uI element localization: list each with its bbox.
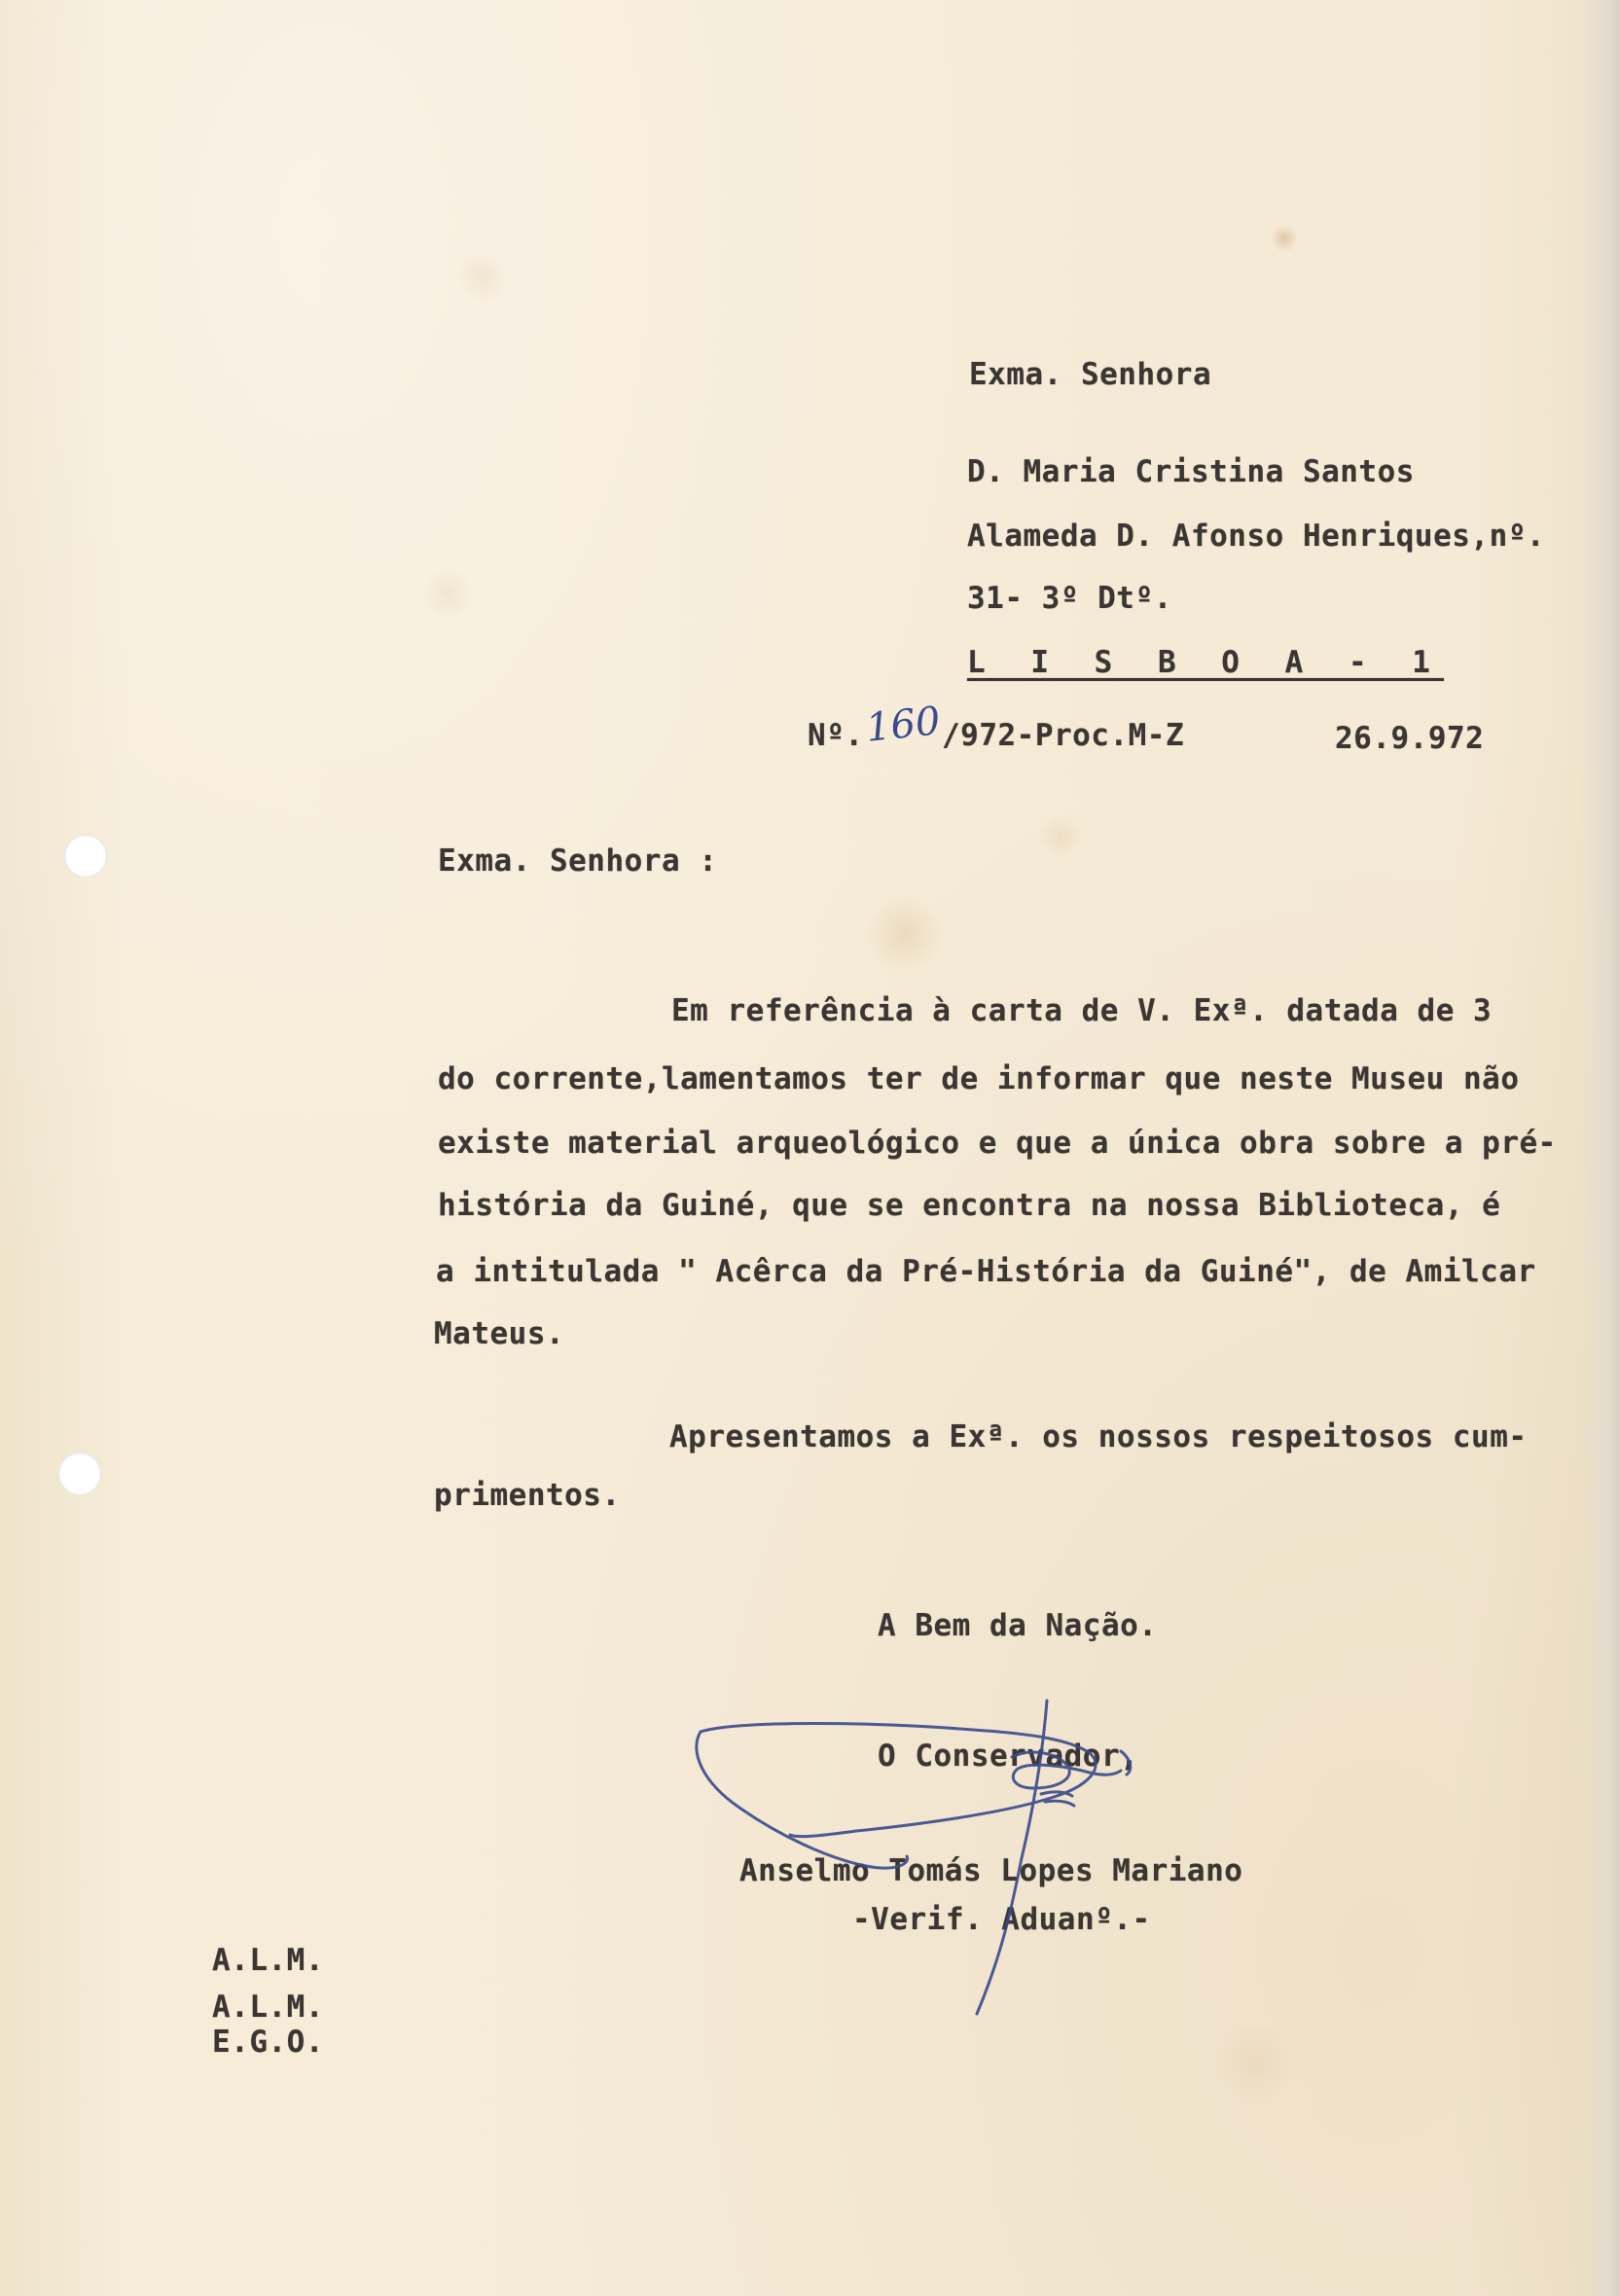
body-line: Em referência à carta de V. Exª. datada de 3 <box>671 993 1493 1028</box>
body-line: a intitulada " Acêrca da Pré-História da Guiné", de Amilcar <box>436 1254 1536 1289</box>
recipient-name: D. Maria Cristina Santos <box>967 454 1415 489</box>
recipient-address-line2: 31- 3º Dtº. <box>967 581 1172 616</box>
closing-title: O Conservador, <box>878 1739 1139 1774</box>
handwritten-signature <box>681 1693 1226 2024</box>
recipient-salutation: Exma. Senhora <box>969 357 1212 392</box>
body-line: Apresentamos a Exª. os nossos respeitosos cum- <box>669 1419 1528 1454</box>
initials-line1: A.L.M. <box>212 1943 324 1978</box>
body-line: do corrente,lamentamos ter de informar que neste Museu não <box>438 1061 1520 1096</box>
recipient-address-line1: Alameda D. Afonso Henriques,nº. <box>967 519 1546 554</box>
recipient-city: L I S B O A - 1 <box>967 645 1444 680</box>
punch-hole-bottom <box>58 1453 101 1495</box>
reference-suffix: /972-Proc.M-Z <box>942 718 1185 753</box>
scan-edge <box>1580 0 1619 2296</box>
greeting: Exma. Senhora : <box>438 843 718 879</box>
body-line: existe material arqueológico e que a única obra sobre a pré- <box>438 1126 1557 1161</box>
reference-prefix: Nº. <box>808 718 864 753</box>
reference-handwritten-number: 160 <box>863 699 943 751</box>
punch-hole-top <box>64 835 107 878</box>
initials-line3: E.G.O. <box>212 2025 324 2060</box>
reference-date: 26.9.972 <box>1335 721 1485 756</box>
signatory-name: Anselmo Tomás Lopes Mariano <box>739 1853 1243 1888</box>
body-line: primentos. <box>434 1478 621 1513</box>
body-line: Mateus. <box>434 1316 565 1351</box>
initials-line2: A.L.M. <box>212 1990 324 2025</box>
closing-motto: A Bem da Nação. <box>878 1608 1158 1643</box>
body-line: história da Guiné, que se encontra na nossa Biblioteca, é <box>438 1188 1501 1223</box>
signatory-position: -Verif. Aduanº.- <box>852 1902 1151 1937</box>
